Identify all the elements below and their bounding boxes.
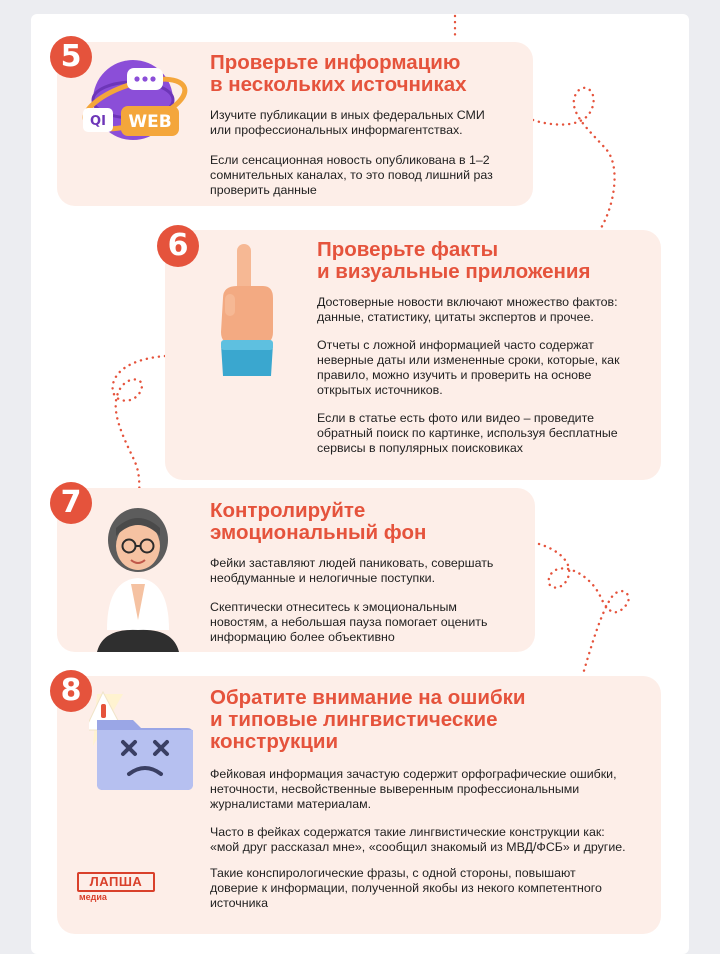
title-line: Проверьте информацию [210, 51, 461, 74]
text-line: Такие конспирологические фразы, с одной стороны, повышают [210, 866, 576, 880]
text-line: Фейки заставляют людей паниковать, совершать [210, 556, 494, 570]
step-paragraph [317, 338, 620, 398]
text-line: информацию более объективно [210, 630, 395, 644]
title-line: Контролируйте [210, 499, 366, 522]
title-line: Обратите внимание на ошибки [210, 686, 526, 709]
text-line: открытых источников. [317, 383, 443, 397]
step-number-badge: 6 [157, 225, 199, 267]
text-line: новостям, а небольшая пауза помогает оценить [210, 615, 488, 629]
title-line: Проверьте факты [317, 238, 499, 261]
text-line: источника [210, 896, 269, 910]
title-line: эмоциональный фон [210, 521, 427, 544]
step-paragraph [210, 866, 602, 911]
title-line: и типовые лингвистические [210, 708, 498, 731]
text-line: проверить данные [210, 183, 317, 197]
text-line: Отчеты с ложной информацией часто содержат [317, 338, 594, 352]
title-line: и визуальные приложения [317, 260, 591, 283]
text-line: данные, статистику, цитаты экспертов и прочее. [317, 310, 594, 324]
title-line: конструкции [210, 730, 339, 753]
text-line: Скептически отнеситесь к эмоциональным [210, 600, 457, 614]
step-title [210, 687, 526, 753]
text-line: сомнительных каналах, то это повод лишний раз [210, 168, 493, 182]
logo-wordmark: ЛАПША [77, 872, 155, 892]
step-paragraph [210, 600, 487, 645]
text-line: «мой друг рассказал мне», «сообщил знакомый из МВД/ФСБ» и другие. [210, 840, 626, 854]
error-folder-icon [89, 690, 197, 794]
text-line: или профессиональных информагентствах. [210, 123, 463, 137]
text-line: Изучите публикации в иных федеральных СМИ [210, 108, 485, 122]
svg-text:QI: QI [90, 114, 106, 129]
step-paragraph [210, 153, 493, 198]
text-line: журналистами материалам. [210, 797, 372, 811]
step-number-badge: 7 [50, 482, 92, 524]
step-paragraph [210, 108, 485, 138]
step-title [210, 52, 467, 96]
meditating-person-icon [93, 500, 183, 652]
text-line: необдуманные и нелогичные поступки. [210, 571, 436, 585]
text-line: сервисы в популярных поисковиках [317, 441, 523, 455]
step-paragraph [317, 411, 618, 456]
text-line: Если в статье есть фото или видео – проведите [317, 411, 595, 425]
lapsha-media-logo [77, 872, 155, 902]
text-line: Фейковая информация зачастую содержит орфографические ошибки, [210, 767, 617, 781]
step-number-badge: 8 [50, 670, 92, 712]
text-line: Если сенсационная новость опубликована в 1–2 [210, 153, 490, 167]
text-line: правило, можно изучить и проверить на основе [317, 368, 592, 382]
step-paragraph [210, 556, 493, 586]
globe-web-icon [77, 54, 189, 146]
svg-text:WEB: WEB [128, 112, 172, 132]
title-line: в нескольких источниках [210, 73, 467, 96]
text-line: неточности, несвойственные выверенным профессиональными [210, 782, 580, 796]
step-paragraph [210, 767, 617, 812]
step-paragraph [210, 825, 626, 855]
text-line: доверие к информации, полученной якобы из некого компетентного [210, 881, 602, 895]
logo-subtitle: медиа [79, 892, 107, 902]
step-title [317, 239, 590, 283]
text-line: обратный поиск по картинке, используя бесплатные [317, 426, 618, 440]
step-paragraph [317, 295, 618, 325]
infographic-sheet [31, 14, 689, 954]
pointing-hand-icon [211, 240, 281, 376]
text-line: неверные даты или измененные сроки, которые, как [317, 353, 620, 367]
text-line: Достоверные новости включают множество фактов: [317, 295, 618, 309]
step-title [210, 500, 426, 544]
text-line: Часто в фейках содержатся такие лингвистические конструкции как: [210, 825, 605, 839]
step-number-badge: 5 [50, 36, 92, 78]
